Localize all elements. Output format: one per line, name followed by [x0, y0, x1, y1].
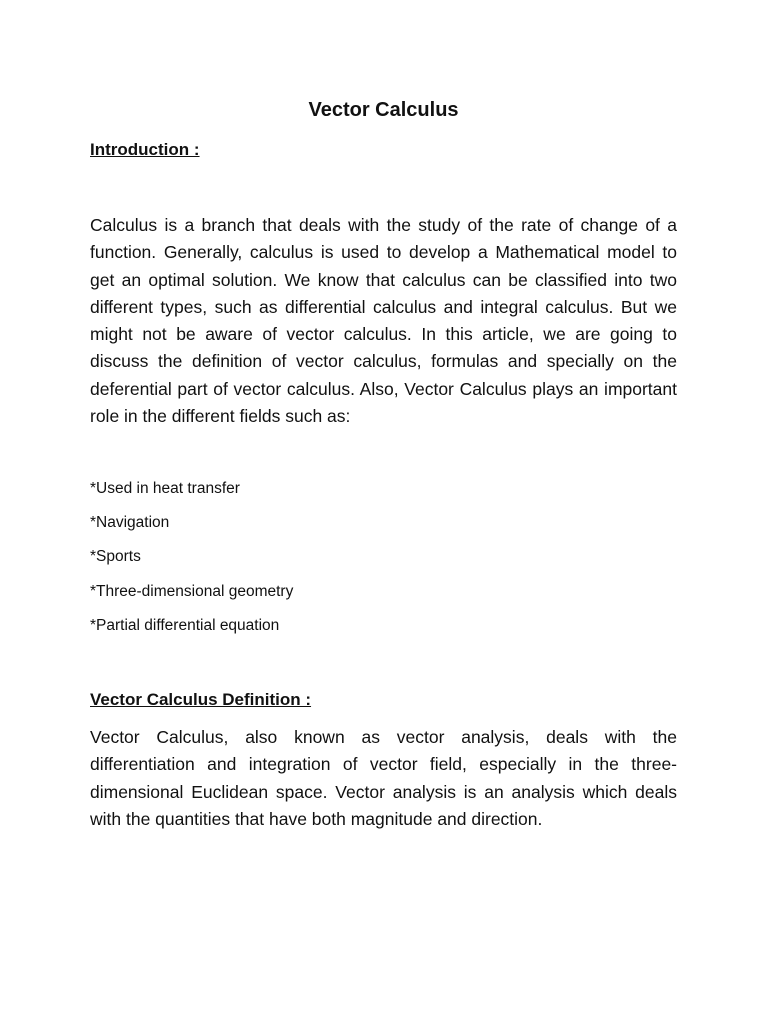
introduction-heading: Introduction : — [90, 140, 200, 159]
list-item: *Used in heat transfer — [90, 480, 240, 497]
applications-list — [90, 479, 293, 650]
definition-paragraph: Vector Calculus, also known as vector analysis, deals with the differentiation and integration of vector field, especially in the three-dimensional Euclidean space. Vector analysis is an analysis which deals with the quantities that have both magnitude and direction. — [90, 727, 677, 829]
list-item: *Partial differential equation — [90, 616, 280, 634]
document-title: Vector Calculus — [308, 99, 459, 121]
list-item: *Sports — [90, 548, 141, 566]
introduction-paragraph: Calculus is a branch that deals with the study of the rate of change of a function. Generally, calculus is used to develop a Mathematical model to get an optimal solution. We know that calculus can be classified into two different types, such as differential calculus and integral calculus. But we might not be aware of vector calculus. In this article, we are going to discuss the definition of vector calculus, formulas and specially on the deferential part of vector calculus. Also, Vector Calculus plays an important role in the different fields such as: — [90, 215, 677, 427]
list-item: *Three-dimensional geometry — [90, 582, 294, 600]
definition-heading: Vector Calculus Definition : — [90, 690, 312, 709]
list-item: *Navigation — [90, 514, 170, 532]
